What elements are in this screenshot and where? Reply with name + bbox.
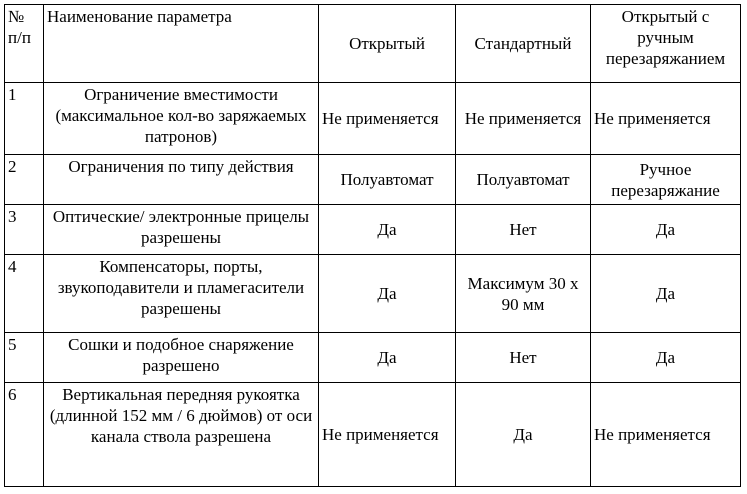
row-open: Да: [319, 333, 456, 383]
row-param: Ограничение вместимости (максимальное кол-во заряжаемых патронов): [44, 83, 319, 155]
header-param: Наименование параметра: [44, 5, 319, 83]
header-open: Открытый: [319, 5, 456, 83]
row-open-manual: Да: [591, 255, 741, 333]
row-standard: Нет: [456, 333, 591, 383]
header-row: [5, 5, 741, 83]
table-row: [5, 205, 741, 255]
row-open-manual: Не применяется: [591, 383, 741, 487]
row-open-manual: Да: [591, 205, 741, 255]
row-open: Да: [319, 255, 456, 333]
table-row: [5, 83, 741, 155]
row-num: 4: [5, 255, 44, 333]
row-standard: Нет: [456, 205, 591, 255]
row-open: Не применяется: [319, 383, 456, 487]
row-param: Оптические/ электронные прицелы разрешены: [44, 205, 319, 255]
row-standard: Не применяется: [456, 83, 591, 155]
row-standard: Полуавтомат: [456, 155, 591, 205]
row-open: Не применяется: [319, 83, 456, 155]
row-param: Компенсаторы, порты, звукоподавители и пламегасители разрешены: [44, 255, 319, 333]
row-num: 1: [5, 83, 44, 155]
row-open-manual: Ручное перезаряжание: [591, 155, 741, 205]
row-standard: Максимум 30 х 90 мм: [456, 255, 591, 333]
row-open-manual: Не применяется: [591, 83, 741, 155]
table-row: [5, 255, 741, 333]
row-standard: Да: [456, 383, 591, 487]
row-open: Да: [319, 205, 456, 255]
header-standard: Стандартный: [456, 5, 591, 83]
row-param: Ограничения по типу действия: [44, 155, 319, 205]
header-open-manual: Открытый с ручным перезаряжанием: [591, 5, 741, 83]
table-row: [5, 383, 741, 487]
row-num: 3: [5, 205, 44, 255]
row-num: 2: [5, 155, 44, 205]
row-param: Сошки и подобное снаряжение разрешено: [44, 333, 319, 383]
row-param: Вертикальная передняя рукоятка (длинной 152 мм / 6 дюймов) от оси канала ствола разрешена: [44, 383, 319, 487]
header-num: № п/п: [5, 5, 44, 83]
table-row: [5, 333, 741, 383]
row-num: 6: [5, 383, 44, 487]
parameters-table: [4, 4, 741, 487]
table-row: [5, 155, 741, 205]
row-open-manual: Да: [591, 333, 741, 383]
row-open: Полуавтомат: [319, 155, 456, 205]
row-num: 5: [5, 333, 44, 383]
